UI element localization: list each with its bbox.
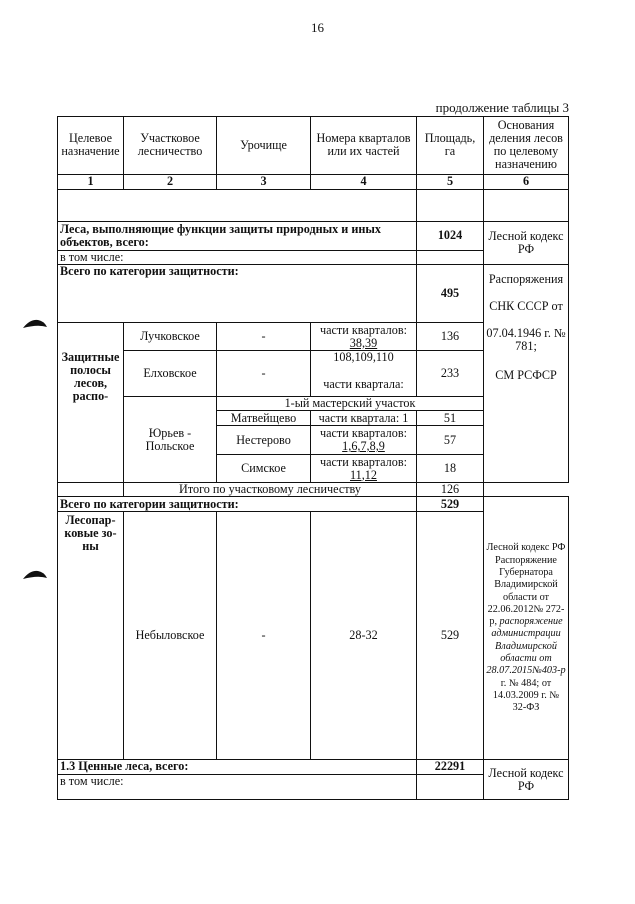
quarters-luchkovskoe [311,322,417,350]
basis-text: Лесной кодекс РФ Распоряжение Губернатора Владимирской области от 22.06.2012№ 272-р, [486,542,566,628]
header-quarters: Номера кварталов или их частей [311,117,417,175]
basis-line: Распоряжения [488,272,564,287]
tract-matveyshchevo: Матвейщево [217,411,311,426]
basis-line: 07.04.1946 г. № 781; [486,326,566,354]
area-simskoe: 18 [417,454,484,482]
valuable-forests-label: 1.3 Ценные леса, всего: [58,760,417,774]
scan-mark-icon [22,569,48,581]
page-number: 16 [311,20,324,35]
col-number: 1 [58,174,124,189]
empty-cell [417,190,484,221]
basis-text: распоряжение администрации Владимирской области от 28.07.2015№403-р [486,616,566,677]
valuable-forests-basis: Лесной кодекс РФ [484,760,569,800]
tract-dash: - [217,351,311,397]
basis-decrees [484,265,569,483]
header-tract: Урочище [217,117,311,175]
quarters-values: 11,12 [350,467,377,482]
tract-dash: - [217,511,311,760]
header-district: Участковое лесничество [124,117,217,175]
area-nebylovskoe: 529 [417,511,484,760]
header-basis: Основания деления лесов по целевому назначению [484,117,569,175]
empty-cell [417,774,484,799]
protective-basis: Лесной кодекс РФ [484,221,569,265]
empty-row [58,190,417,221]
scan-mark-icon [22,318,48,330]
basis-line: СМ РСФСР [495,368,557,383]
quarters-nesterovo [311,426,417,454]
protective-total-label: Леса, выполняющие функции защиты природных и иных объектов, всего: [58,221,417,250]
valuable-forests-area: 22291 [417,760,484,774]
category-total-label: Всего по категории защитности: [58,265,417,323]
header-area: Площадь, га [417,117,484,175]
category-total-area: 495 [417,265,484,323]
col-number: 3 [217,174,311,189]
header-purpose: Целевое назначение [58,117,124,175]
master-section-label: 1-ый мастерский участок [217,397,484,411]
col-number: 6 [484,174,569,189]
col-number: 4 [311,174,417,189]
including-label: в том числе: [58,774,417,799]
tract-dash: - [217,322,311,350]
district-yuryev-polskoe: Юрьев - Польское [124,397,217,483]
subtotal-area: 126 [417,483,484,497]
col-number: 2 [124,174,217,189]
area-matveyshchevo: 51 [417,411,484,426]
empty-cell [484,190,569,221]
protective-total-area: 1024 [417,221,484,250]
tract-simskoe: Симское [217,454,311,482]
basis-forest-park [484,497,569,760]
col-number: 5 [417,174,484,189]
table-continuation-label: продолжение таблицы 3 [435,100,569,115]
category-total-area: 529 [417,497,484,511]
quarters-values: 108,109,110 [333,350,394,365]
area-luchkovskoe: 136 [417,322,484,350]
empty-cell [417,250,484,264]
quarters-label: части квартала: [323,377,404,392]
subtotal-label: Итого по участковому лесничеству [124,483,417,497]
tract-nesterovo: Нестерово [217,426,311,454]
including-label: в том числе: [58,250,417,264]
area-nesterovo: 57 [417,426,484,454]
quarters-label: части кварталов: [319,426,407,441]
quarters-nebylovskoe: 28-32 [311,511,417,760]
district-luchkovskoe: Лучковское [124,322,217,350]
protective-strips-label: Защитные полосы лесов, распо- [58,322,124,482]
quarters-values: 38,39 [349,335,378,350]
quarters-elkhovskoe [311,351,417,397]
quarters-values: 1,6,7,8,9 [342,439,385,454]
quarters-simskoe [311,454,417,482]
basis-text: г. № 484; от 14.03.2009 г. № 32-ФЗ [492,677,560,714]
area-elkhovskoe: 233 [417,351,484,397]
quarters-label: части кварталов: [319,454,407,469]
empty-cell [58,483,124,497]
district-elkhovskoe: Елховское [124,351,217,397]
forest-purpose-table [57,116,569,800]
forest-park-label: Лесопар-ковые зо-ны [58,511,124,760]
quarters-matveyshchevo: части квартала: 1 [311,411,417,426]
category-total-label: Всего по категории защитности: [58,497,417,511]
district-nebylovskoe: Небыловское [124,511,217,760]
quarters-label: части кварталов: [319,322,407,337]
basis-line: СНК СССР от [489,299,563,314]
